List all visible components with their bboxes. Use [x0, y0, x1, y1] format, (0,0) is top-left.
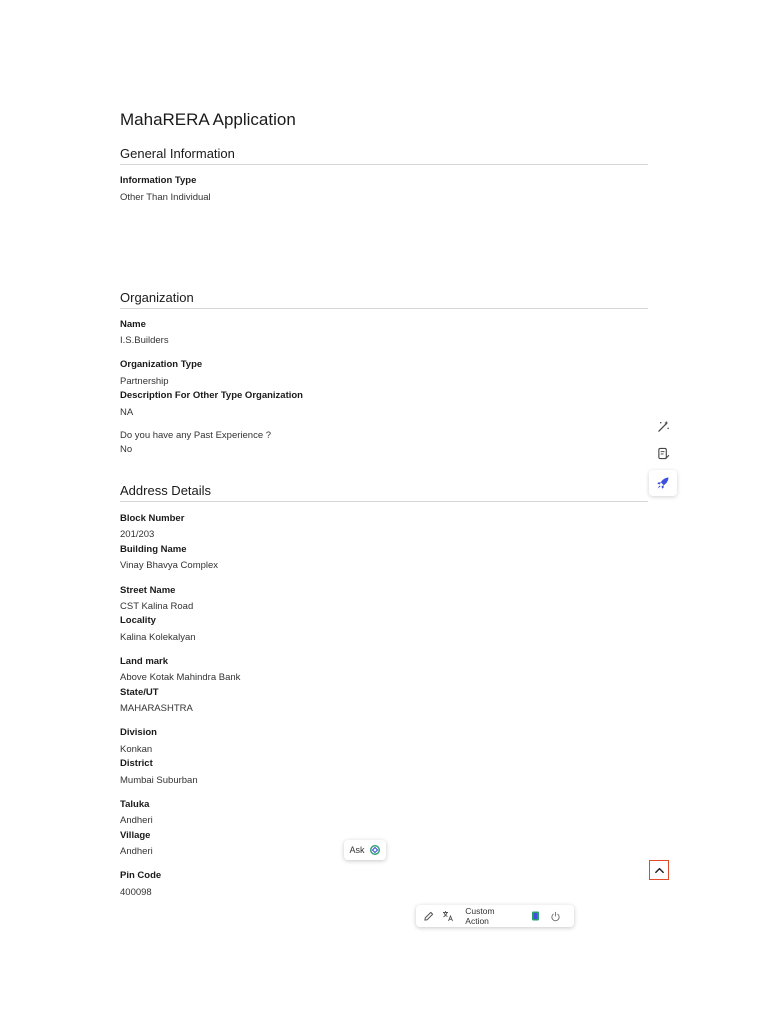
- landmark-label: Land mark: [120, 656, 169, 667]
- information-type-value: Other Than Individual: [120, 192, 211, 203]
- building-name-label: Building Name: [120, 544, 187, 555]
- section-address-details: Address Details: [120, 483, 648, 502]
- rocket-button[interactable]: [649, 470, 677, 496]
- division-value: Konkan: [120, 744, 153, 755]
- magic-wand-icon: [657, 420, 670, 433]
- building-name-value: Vinay Bhavya Complex: [120, 560, 219, 571]
- sparkle-icon: [369, 844, 381, 856]
- pin-code-label: Pin Code: [120, 870, 162, 881]
- state-value: MAHARASHTRA: [120, 703, 193, 714]
- document-edit-button[interactable]: [649, 440, 677, 466]
- section-organization: Organization: [120, 290, 648, 309]
- org-name-label: Name: [120, 319, 146, 330]
- division-label: Division: [120, 727, 157, 738]
- locality-label: Locality: [120, 615, 156, 626]
- village-value: Andheri: [120, 846, 153, 857]
- magic-wand-button[interactable]: [649, 413, 677, 439]
- translate-icon: [442, 910, 454, 922]
- org-desc-label: Description For Other Type Organization: [120, 390, 303, 401]
- information-type-label: Information Type: [120, 175, 197, 186]
- custom-action-button[interactable]: Custom Action: [465, 906, 495, 926]
- ask-label: Ask: [349, 845, 365, 855]
- power-icon: [550, 911, 561, 922]
- extension-button[interactable]: [529, 909, 543, 923]
- state-label: State/UT: [120, 687, 159, 698]
- page-title: MahaRERA Application: [120, 110, 296, 129]
- document-edit-icon: [657, 447, 670, 460]
- side-toolbar: [649, 412, 677, 498]
- extension-icon: [530, 910, 541, 922]
- org-desc-value: NA: [120, 407, 134, 418]
- block-number-value: 201/203: [120, 529, 155, 540]
- ask-button[interactable]: [344, 840, 386, 860]
- district-label: District: [120, 758, 153, 769]
- org-type-value: Partnership: [120, 376, 169, 387]
- translate-button[interactable]: [442, 909, 456, 923]
- past-experience-value: No: [120, 444, 133, 455]
- pin-code-value: 400098: [120, 887, 152, 898]
- chevron-up-icon: [654, 865, 665, 876]
- taluka-value: Andheri: [120, 815, 153, 826]
- village-label: Village: [120, 830, 151, 841]
- landmark-value: Above Kotak Mahindra Bank: [120, 672, 241, 683]
- street-name-value: CST Kalina Road: [120, 601, 194, 612]
- org-name-value: I.S.Builders: [120, 335, 169, 346]
- org-type-label: Organization Type: [120, 359, 203, 370]
- power-button[interactable]: [548, 909, 562, 923]
- district-value: Mumbai Suburban: [120, 775, 198, 786]
- pencil-icon: [423, 911, 434, 922]
- street-name-label: Street Name: [120, 585, 176, 596]
- section-general-information: General Information: [120, 146, 648, 165]
- rocket-icon: [656, 476, 670, 490]
- taluka-label: Taluka: [120, 799, 150, 810]
- bottom-toolbar: [416, 905, 574, 927]
- past-experience-question: Do you have any Past Experience ?: [120, 430, 272, 441]
- block-number-label: Block Number: [120, 513, 185, 524]
- pencil-button[interactable]: [422, 909, 436, 923]
- locality-value: Kalina Kolekalyan: [120, 632, 196, 643]
- scroll-to-top-button[interactable]: [649, 860, 669, 880]
